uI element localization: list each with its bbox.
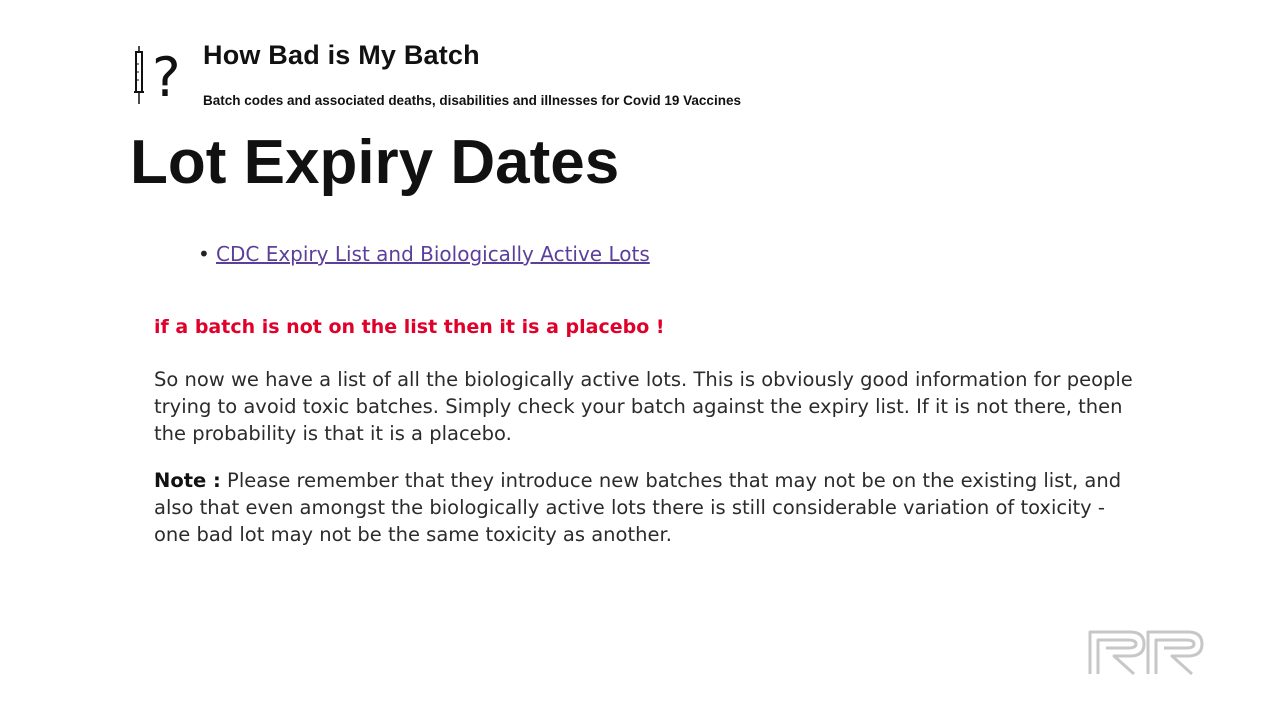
rr-watermark-logo: [1086, 628, 1210, 678]
note-paragraph: [154, 467, 1144, 548]
note-text: Please remember that they introduce new batches that may not be on the existing list, and also that even amongst the biologically active lots there is still considerable variation of toxicity - one bad lot may not be the same toxicity as another.: [154, 469, 1122, 546]
site-logo[interactable]: [130, 42, 194, 106]
site-title[interactable]: How Bad is My Batch: [203, 40, 480, 70]
placebo-warning: if a batch is not on the list then it is a placebo !: [154, 316, 665, 338]
page-title: Lot Expiry Dates: [130, 128, 620, 197]
bullet-icon: •: [198, 242, 210, 266]
cdc-expiry-list-link[interactable]: CDC Expiry List and Biologically Active Lots: [216, 242, 650, 266]
list-item: [198, 239, 650, 269]
svg-text:?: ?: [152, 46, 181, 106]
site-tagline: Batch codes and associated deaths, disabilities and illnesses for Covid 19 Vaccines: [203, 93, 741, 108]
link-list: [198, 239, 650, 269]
intro-paragraph: So now we have a list of all the biologically active lots. This is obviously good information for people trying to avoid toxic batches. Simply check your batch against the expiry list. If it is not there, then the probability is that it is a placebo.: [154, 368, 1133, 445]
note-label: Note :: [154, 469, 221, 492]
syringe-question-mark-icon: [130, 42, 194, 106]
